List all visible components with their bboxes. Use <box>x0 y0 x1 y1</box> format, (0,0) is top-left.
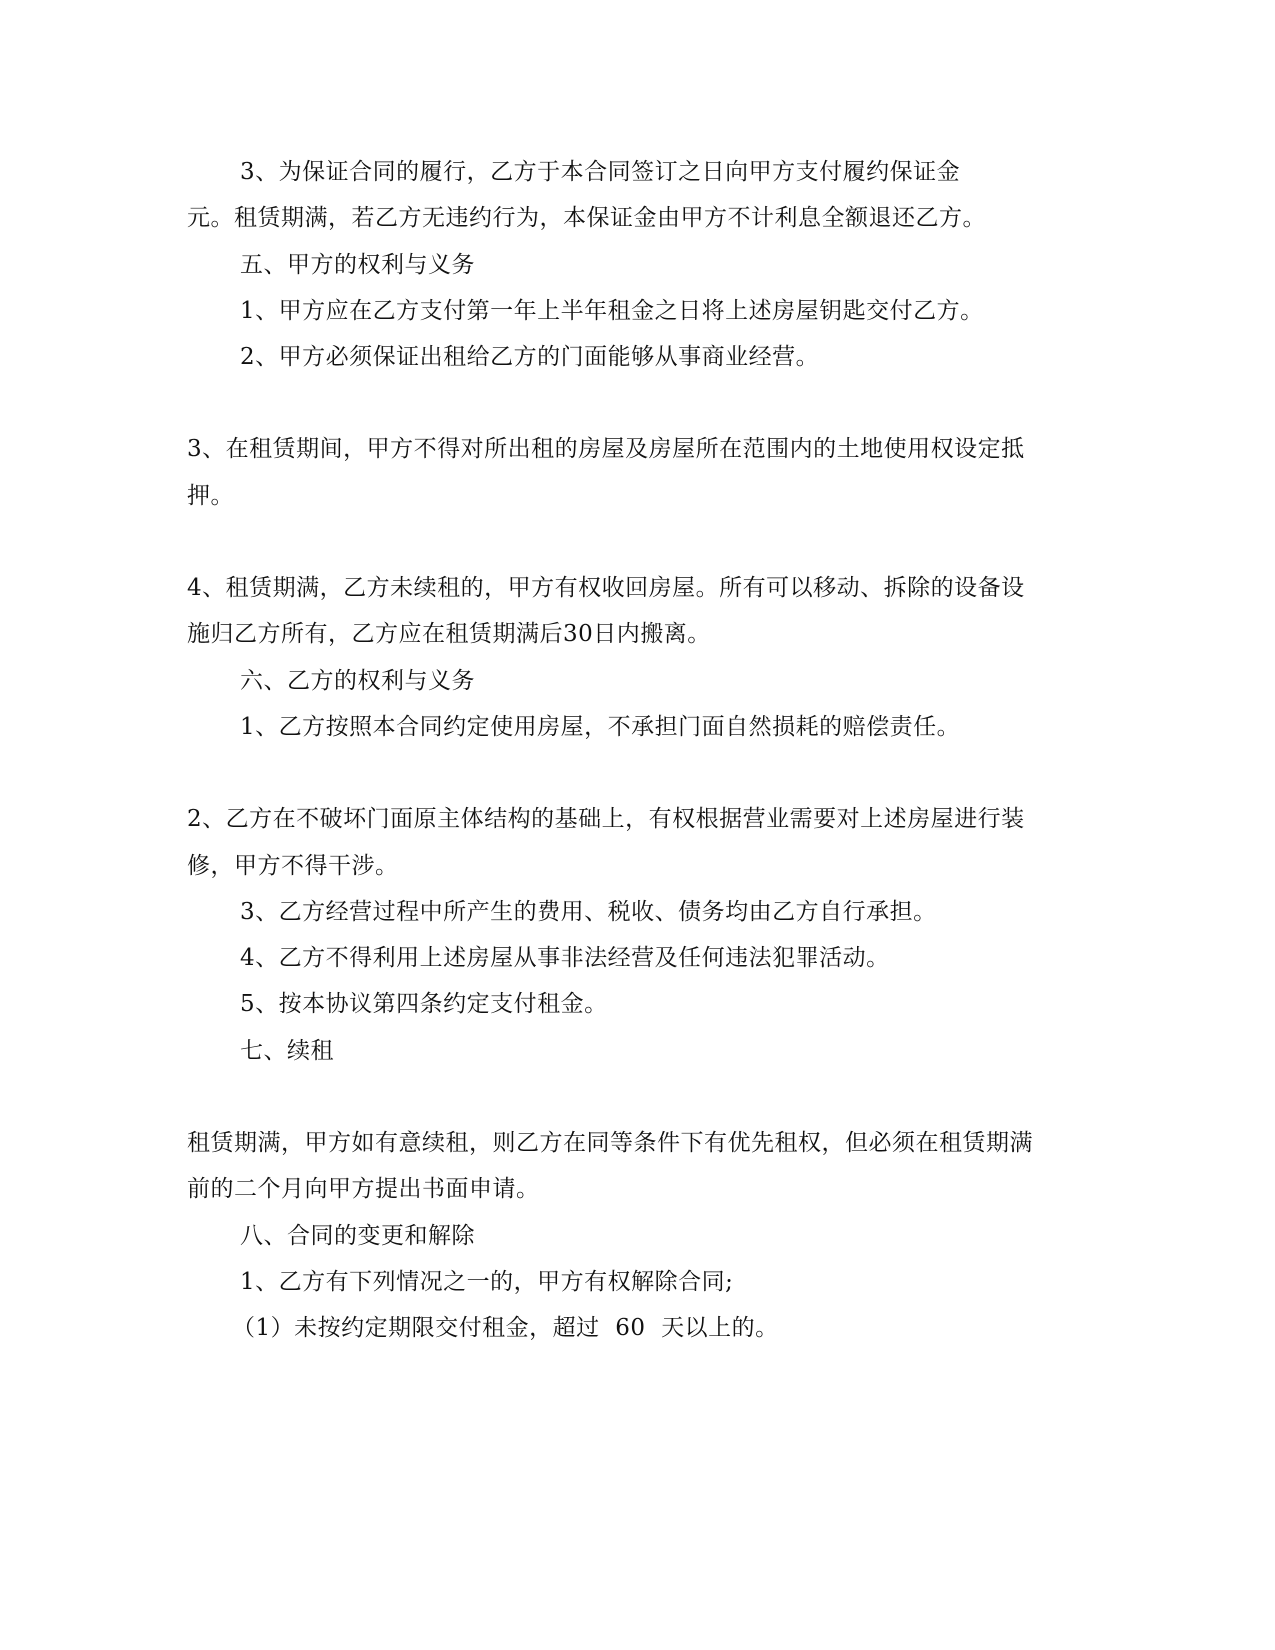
section-8-heading: 八、合同的变更和解除 <box>240 1223 475 1249</box>
clause-5-2: 2、甲方必须保证出租给乙方的门面能够从事商业经营。 <box>240 344 820 370</box>
clause-6-3: 3、乙方经营过程中所产生的费用、税收、债务均由乙方自行承担。 <box>240 899 937 925</box>
clause-5-4-line-1: 4、租赁期满，乙方未续租的，甲方有权收回房屋。所有可以移动、拆除的设备设 <box>187 575 1025 601</box>
clause-6-1: 1、乙方按照本合同约定使用房屋，不承担门面自然损耗的赔偿责任。 <box>240 714 961 740</box>
section-7-heading: 七、续租 <box>240 1038 334 1064</box>
clause-4-3-line-1: 3、为保证合同的履行，乙方于本合同签订之日向甲方支付履约保证金 <box>240 159 961 185</box>
clause-5-1: 1、甲方应在乙方支付第一年上半年租金之日将上述房屋钥匙交付乙方。 <box>240 298 984 324</box>
clause-5-4-line-2: 施归乙方所有，乙方应在租赁期满后30日内搬离。 <box>187 621 711 647</box>
clause-8-1-item-1: （1）未按约定期限交付租金，超过 60 天以上的。 <box>232 1315 779 1341</box>
clause-7-line-2: 前的二个月向甲方提出书面申请。 <box>187 1176 540 1202</box>
clause-7-line-1: 租赁期满，甲方如有意续租，则乙方在同等条件下有优先租权，但必须在租赁期满 <box>187 1130 1033 1156</box>
clause-6-4: 4、乙方不得利用上述房屋从事非法经营及任何违法犯罪活动。 <box>240 945 890 971</box>
section-5-heading: 五、甲方的权利与义务 <box>240 252 475 278</box>
clause-6-2-line-2: 修，甲方不得干涉。 <box>187 853 399 879</box>
section-6-heading: 六、乙方的权利与义务 <box>240 668 475 694</box>
clause-6-2-line-1: 2、乙方在不破坏门面原主体结构的基础上，有权根据营业需要对上述房屋进行装 <box>187 806 1025 832</box>
clause-4-3-line-2: 元。租赁期满，若乙方无违约行为，本保证金由甲方不计利息全额退还乙方。 <box>187 205 986 231</box>
clause-5-3-line-2: 押。 <box>187 483 234 509</box>
clause-6-5: 5、按本协议第四条约定支付租金。 <box>240 991 608 1017</box>
clause-8-1: 1、乙方有下列情况之一的，甲方有权解除合同; <box>240 1269 734 1295</box>
clause-5-3-line-1: 3、在租赁期间，甲方不得对所出租的房屋及房屋所在范围内的土地使用权设定抵 <box>187 436 1025 462</box>
